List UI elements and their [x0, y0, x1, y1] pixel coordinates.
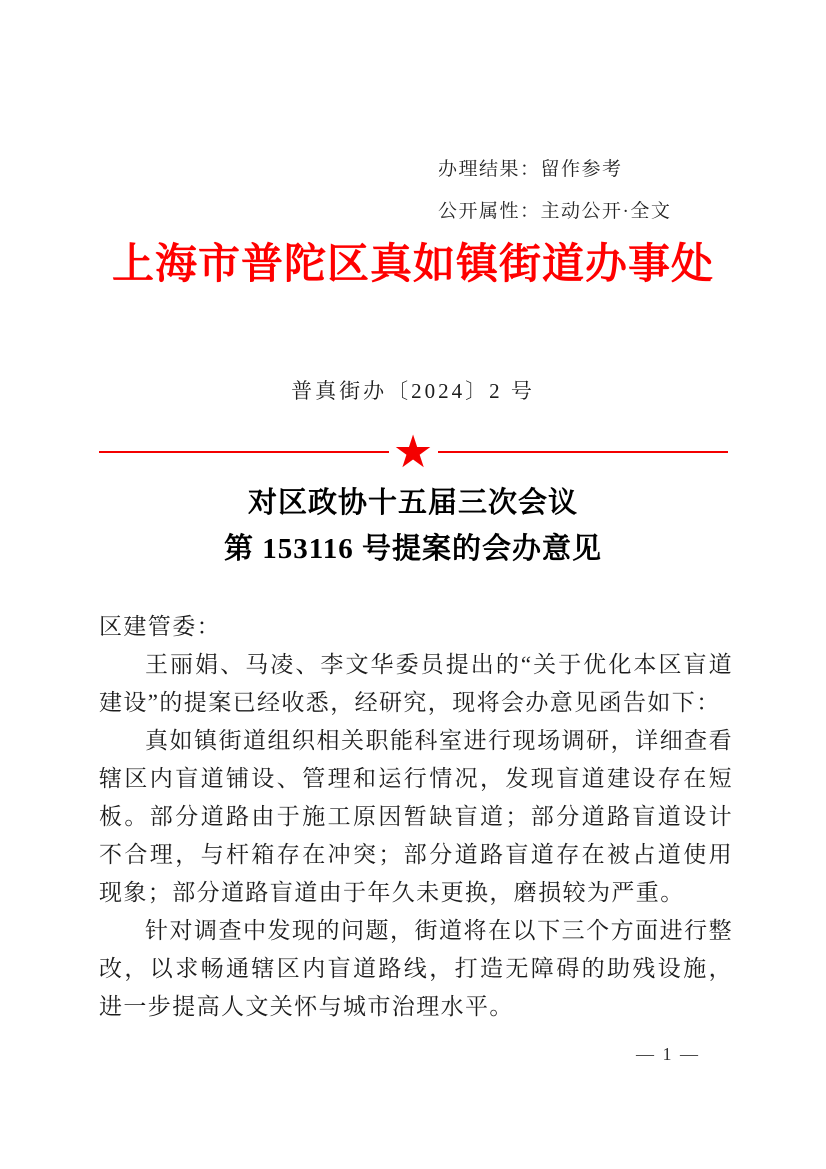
red-divider-line-left	[99, 451, 389, 453]
document-body	[99, 608, 733, 1026]
publicity-attribute-label: 公开属性：主动公开·全文	[438, 201, 672, 222]
processing-result-label: 办理结果：留作参考	[438, 159, 623, 180]
salutation: 区建管委：	[99, 614, 221, 639]
document-title-line2: 第 153116 号提案的会办意见	[224, 533, 602, 565]
document-title	[0, 480, 826, 572]
page-number: — 1 —	[636, 1044, 700, 1064]
issuing-org-title: 上海市普陀区真如镇街道办事处	[111, 242, 714, 288]
star-icon: ★	[392, 425, 434, 478]
red-divider-line-right	[438, 451, 728, 453]
paragraph: 针对调查中发现的问题，街道将在以下三个方面进行整改，以求畅通辖区内盲道路线，打造无障碍的助残设施，进一步提高人文关怀与城市治理水平。	[99, 918, 733, 1019]
header-meta	[438, 149, 671, 233]
paragraph: 王丽娟、马凌、李文华委员提出的“关于优化本区盲道建设”的提案已经收悉，经研究，现将会办意见函告如下：	[99, 652, 733, 715]
document-title-line1: 对区政协十五届三次会议	[247, 487, 578, 519]
paragraph: 真如镇街道组织相关职能科室进行现场调研，详细查看辖区内盲道铺设、管理和运行情况，发现盲道建设存在短板。部分道路由于施工原因暂缺盲道；部分道路盲道设计不合理，与杆箱存在冲突；部分道路盲道存在被占道使用现象；部分道路盲道由于年久未更换，磨损较为严重。	[99, 728, 733, 905]
document-reference-number: 普真街办〔2024〕2 号	[291, 379, 535, 403]
